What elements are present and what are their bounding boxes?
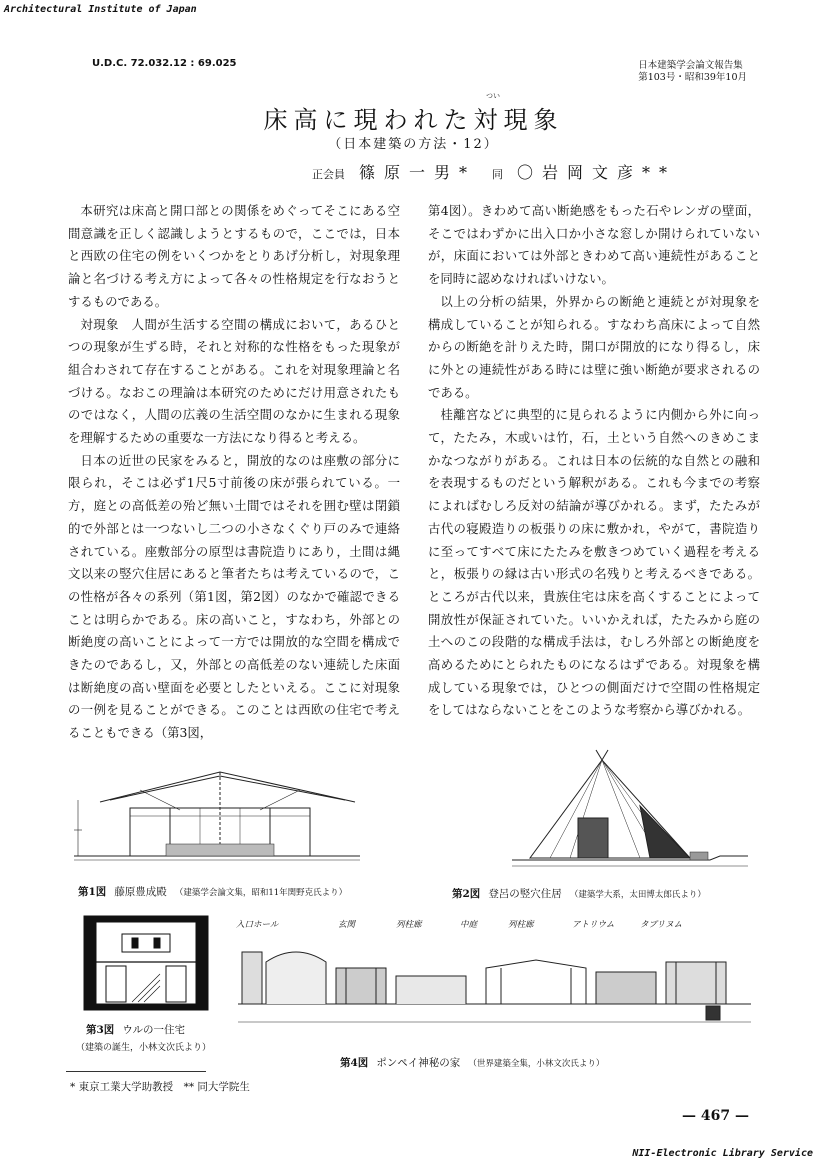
paper-subtitle: （日本建築の方法・12）	[328, 137, 499, 152]
paragraph: 以上の分析の結果，外界からの断絶と連続とが対現象を構成していることが知られる。すなわち高床によって自然からの断絶を計りえた時，開口が開放的になり得るし，床に外との連続性がある時には壁に強い断絶が要求されるのである。	[428, 293, 760, 400]
figure-source: （建築学大系，太田博太郎氏より）	[569, 890, 706, 900]
figure-number: 第2図	[452, 888, 481, 900]
paragraph: 桂離宮などに典型的に見られるように内側から外に向って，たたみ，木或いは竹，石，土という自然へのきめこまかなつながりがある。これは日本の伝統的な自然との融和を表現するものだという解釈がある。これも今までの考察によればむしろ反対の結論が導びかれる。まず，たたみが古代の寝殿造りの板張りの床に敷かれ，やがて，書院造りに至ってすべて床にたたみを敷きつめていく過程を考えると，板張りの縁は古い形式の名残りと考えるべきである。ところが古代以来，貴族住宅は床を高くすることによって開放性が保証されていた。いいかえれば，たたみから庭の土へのこの段階的な構成手法は，むしろ外部との断絶度を高めるためにとられたものになるはずである。対現象を構成している現象では，ひとつの側面だけで空間の性格規定をしてはならないことをこのような考察から導びかれる。	[428, 407, 760, 718]
footnote: * 東京工業大学助教授 ** 同大学院生	[70, 1081, 250, 1093]
figure-4-label: 列柱廊	[508, 920, 534, 930]
figure-source: （世界建築全集，小林文次氏より）	[468, 1059, 605, 1069]
header-institute: Architectural Institute of Japan	[4, 4, 197, 15]
footer-service: NII-Electronic Library Service	[632, 1148, 813, 1159]
figure-4-label: 玄関	[338, 920, 356, 930]
paragraph: 第4図）。きわめて高い断絶感をもった石やレンガの壁面，そこではわずかに出入口か小さな窓しか開けられていないが，床面においては外部ときわめて高い連続性があることを同時に認めなければいけない。	[428, 203, 760, 287]
footnote-divider	[66, 1071, 206, 1072]
figure-number: 第1図	[78, 886, 107, 898]
journal-info	[638, 60, 747, 84]
figure-4-label: アトリウム	[572, 920, 615, 930]
figure-4-label: 列柱廊	[396, 920, 422, 930]
journal-line-2: 第103号・昭和39年10月	[638, 72, 747, 83]
figure-source: （建築学会論文集，昭和11年関野克氏より）	[174, 888, 348, 898]
author-name-1: 篠原一男*	[359, 163, 477, 182]
figure-title: 登呂の竪穴住居	[488, 888, 562, 900]
figure-4-label: タブリヌム	[640, 920, 683, 930]
figure-title: ポンペイ神秘の家	[376, 1057, 461, 1069]
author-role-2: 同	[492, 168, 504, 181]
author-name-2: 〇岩岡文彦**	[517, 163, 677, 182]
paragraph: 日本の近世の民家をみると，開放的なのは座敷の部分に限られ，そこは必ず1尺5寸前後の床が張られている。一方，庭との高低差の殆ど無い土間ではそれを囲む壁は閉鎖的で外部とは一つないし二つの小さなくぐり戸のみで連絡されている。座敷部分の原型は書院造りにあり，土間は縄文以来の竪穴住居にあると筆者たちは考えているので，この性格が各々の系列（第1図，第2図）のなかで確認できることは明らかである。床の高いこと，すなわち，外部との断絶度の高いことによって一方では開放的な空間を構成できたのであるし，又，外部との高低差のない連続した床面は断絶度の高い壁面を必要としたといえる。ここに対現象の一例を見ることができる。このことは西欧の住宅で考えることもできる（第3図，	[68, 452, 400, 741]
figure-3-caption	[86, 1022, 185, 1037]
figure-3-source: （建築の誕生，小林文次氏より）	[76, 1043, 212, 1053]
udc-code: U.D.C. 72.032.12 : 69.025	[92, 58, 237, 69]
figure-title: ウルの一住宅	[122, 1024, 185, 1036]
figure-4-caption	[340, 1055, 604, 1070]
figure-number: 第3図	[86, 1024, 115, 1036]
figure-3-drawing	[82, 912, 210, 1014]
title-ruby: つい	[486, 92, 500, 100]
page-number: — 467 —	[682, 1108, 749, 1124]
paragraph: 本研究は床高と開口部との関係をめぐってそこにある空間意識を正しく認識しようとするもので，ここでは，日本と西欧の住宅の例をいくつかをとりあげ分析し，対現象理論と名づける考え方によって各々の性格規定を行なおうとするものである。	[68, 203, 400, 309]
figure-1-caption	[78, 884, 347, 899]
figure-4-label: 入口ホール	[236, 920, 279, 930]
figure-1-drawing	[70, 760, 370, 875]
author-line	[312, 160, 692, 183]
paper-title: 床高に現われた対現象	[263, 106, 564, 134]
figure-4-drawing	[236, 932, 756, 1032]
paragraph: 対現象 人間が生活する空間の構成において，あるひとつの現象が生ずる時，それと対称的な性格をもった現象が組合わされて存在することがある。これを対現象理論と名づける。なおこの理論は本研究のためにだけ用意されたものではなく，人間の広義の生活空間のなかに生まれる現象を理解するための重要な一方法になり得ると考える。	[68, 316, 400, 446]
author-role-1: 正会員	[312, 168, 345, 181]
figure-4-label: 中庭	[460, 920, 478, 930]
figure-number: 第4図	[340, 1057, 369, 1069]
figure-2-caption	[452, 886, 706, 901]
figure-2-drawing	[510, 748, 750, 878]
body-column-left	[68, 200, 400, 745]
figure-title: 藤原豊成殿	[114, 886, 167, 898]
journal-line-1: 日本建築学会論文報告集	[638, 60, 743, 71]
body-column-right	[428, 200, 760, 722]
